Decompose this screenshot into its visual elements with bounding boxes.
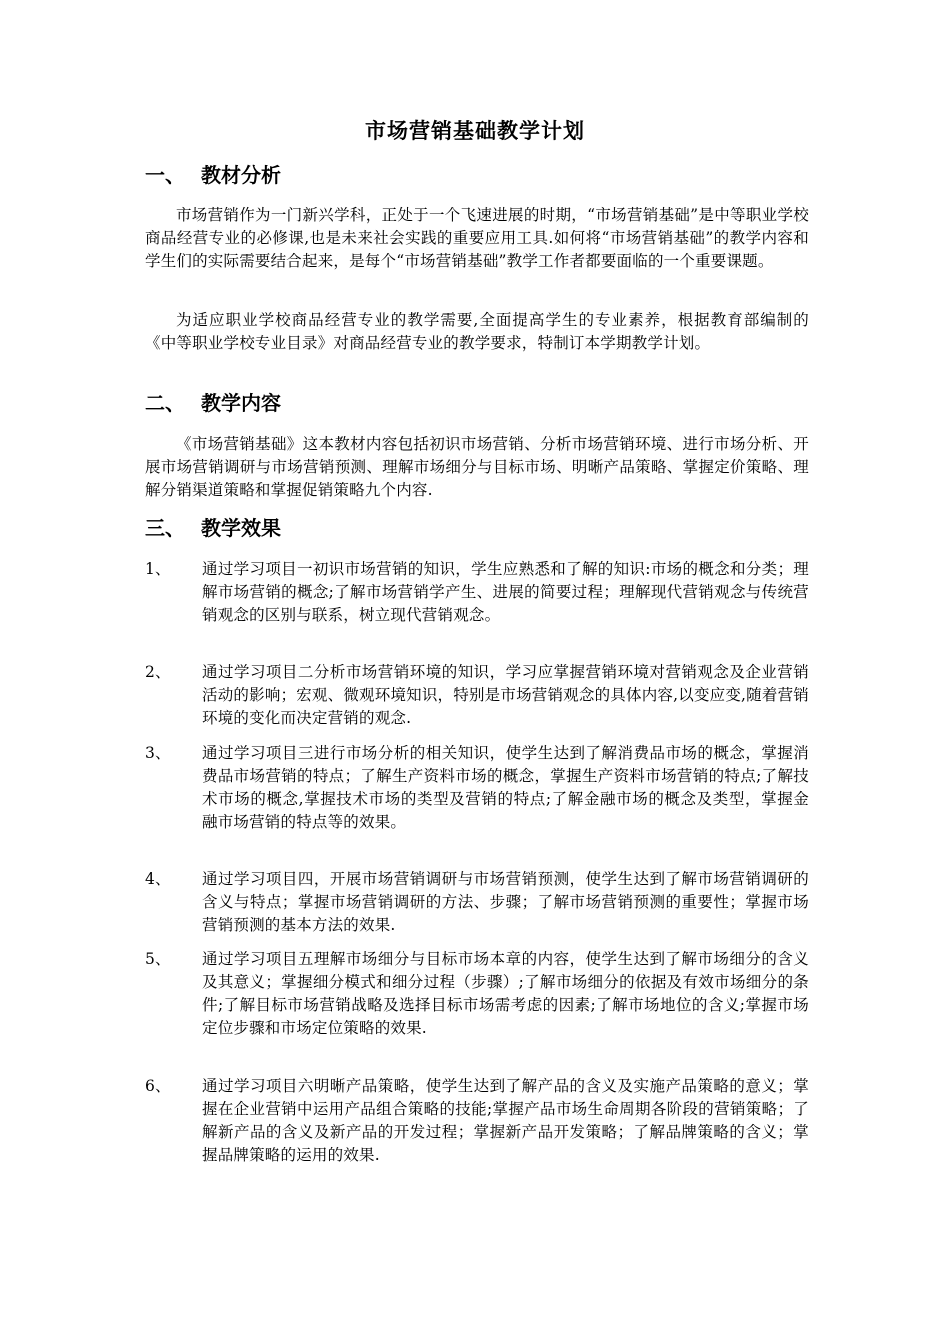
- section-heading-1: [145, 161, 281, 189]
- section-heading-2: [145, 389, 281, 417]
- section-heading-3: [145, 514, 281, 542]
- list-item-text: 通过学习项目四，开展市场营销调研与市场营销预测，使学生达到了解市场营销调研的含义与特点；掌握市场营销调研的方法、步骤；了解市场营销预测的重要性；掌握市场营销预测的基本方法的效果.: [202, 870, 809, 934]
- section-number: 二、: [145, 391, 185, 415]
- paragraph-material-analysis-1: 市场营销作为一门新兴学科，正处于一个飞速进展的时期，“市场营销基础”是中等职业学校商品经营专业的必修课,也是未来社会实践的重要应用工具.如何将“市场营销基础”的教学内容和学生们的实际需要结合起来，是每个“市场营销基础”教学工作者都要面临的一个重要课题。: [145, 206, 809, 270]
- list-item-number: 2、: [145, 663, 171, 681]
- section-heading-text: 教学内容: [201, 391, 281, 415]
- list-item-text: 通过学习项目三进行市场分析的相关知识，使学生达到了解消费品市场的概念，掌握消费品市场营销的特点；了解生产资料市场的概念，掌握生产资料市场营销的特点;了解技术市场的概念,掌握技术市场的类型及营销的特点;了解金融市场的概念及类型，掌握金融市场营销的特点等的效果。: [202, 744, 809, 831]
- list-item-number: 4、: [145, 870, 171, 888]
- section-heading-text: 教材分析: [201, 163, 281, 187]
- paragraph-material-analysis-2: 为适应职业学校商品经营专业的教学需要,全面提高学生的专业素养，根据教育部编制的《中等职业学校专业目录》对商品经营专业的教学要求，特制订本学期教学计划。: [145, 311, 809, 352]
- list-item-text: 通过学习项目五理解市场细分与目标市场本章的内容，使学生达到了解市场细分的含义及其意义；掌握细分模式和细分过程（步骤）;了解市场细分的依据及有效市场细分的条件;了解目标市场营销战略及选择目标市场需考虑的因素;了解市场地位的含义;掌握市场定位步骤和市场定位策略的效果.: [202, 950, 809, 1037]
- list-item: [145, 558, 809, 627]
- list-item: [145, 868, 809, 937]
- list-item-number: 3、: [145, 744, 171, 762]
- list-item: [145, 742, 809, 834]
- section-heading-text: 教学效果: [201, 516, 281, 540]
- list-item-number: 6、: [145, 1077, 171, 1095]
- paragraph-teaching-content: 《市场营销基础》这本教材内容包括初识市场营销、分析市场营销环境、进行市场分析、开展市场营销调研与市场营销预测、理解市场细分与目标市场、明晰产品策略、掌握定价策略、理解分销渠道策略和掌握促销策略九个内容.: [145, 435, 809, 499]
- list-item-number: 1、: [145, 560, 171, 578]
- list-item: [145, 1075, 809, 1167]
- list-item-text: 通过学习项目六明晰产品策略，使学生达到了解产品的含义及实施产品策略的意义；掌握在企业营销中运用产品组合策略的技能;掌握产品市场生命周期各阶段的营销策略；了解新产品的含义及新产品的开发过程；掌握新产品开发策略；了解品牌策略的含义；掌握品牌策略的运用的效果.: [202, 1077, 809, 1164]
- section-number: 三、: [145, 516, 185, 540]
- list-item-number: 5、: [145, 950, 171, 968]
- section-number: 一、: [145, 163, 185, 187]
- document-title: 市场营销基础教学计划: [365, 119, 585, 143]
- list-item: [145, 661, 809, 730]
- list-item-text: 通过学习项目一初识市场营销的知识，学生应熟悉和了解的知识:市场的概念和分类；理解市场营销的概念;了解市场营销学产生、进展的简要过程；理解现代营销观念与传统营销观念的区别与联系，树立现代营销观念。: [202, 560, 809, 624]
- list-item: [145, 948, 809, 1040]
- list-item-text: 通过学习项目二分析市场营销环境的知识，学习应掌握营销环境对营销观念及企业营销活动的影响；宏观、微观环境知识，特别是市场营销观念的具体内容,以变应变,随着营销环境的变化而决定营销的观念.: [202, 663, 809, 727]
